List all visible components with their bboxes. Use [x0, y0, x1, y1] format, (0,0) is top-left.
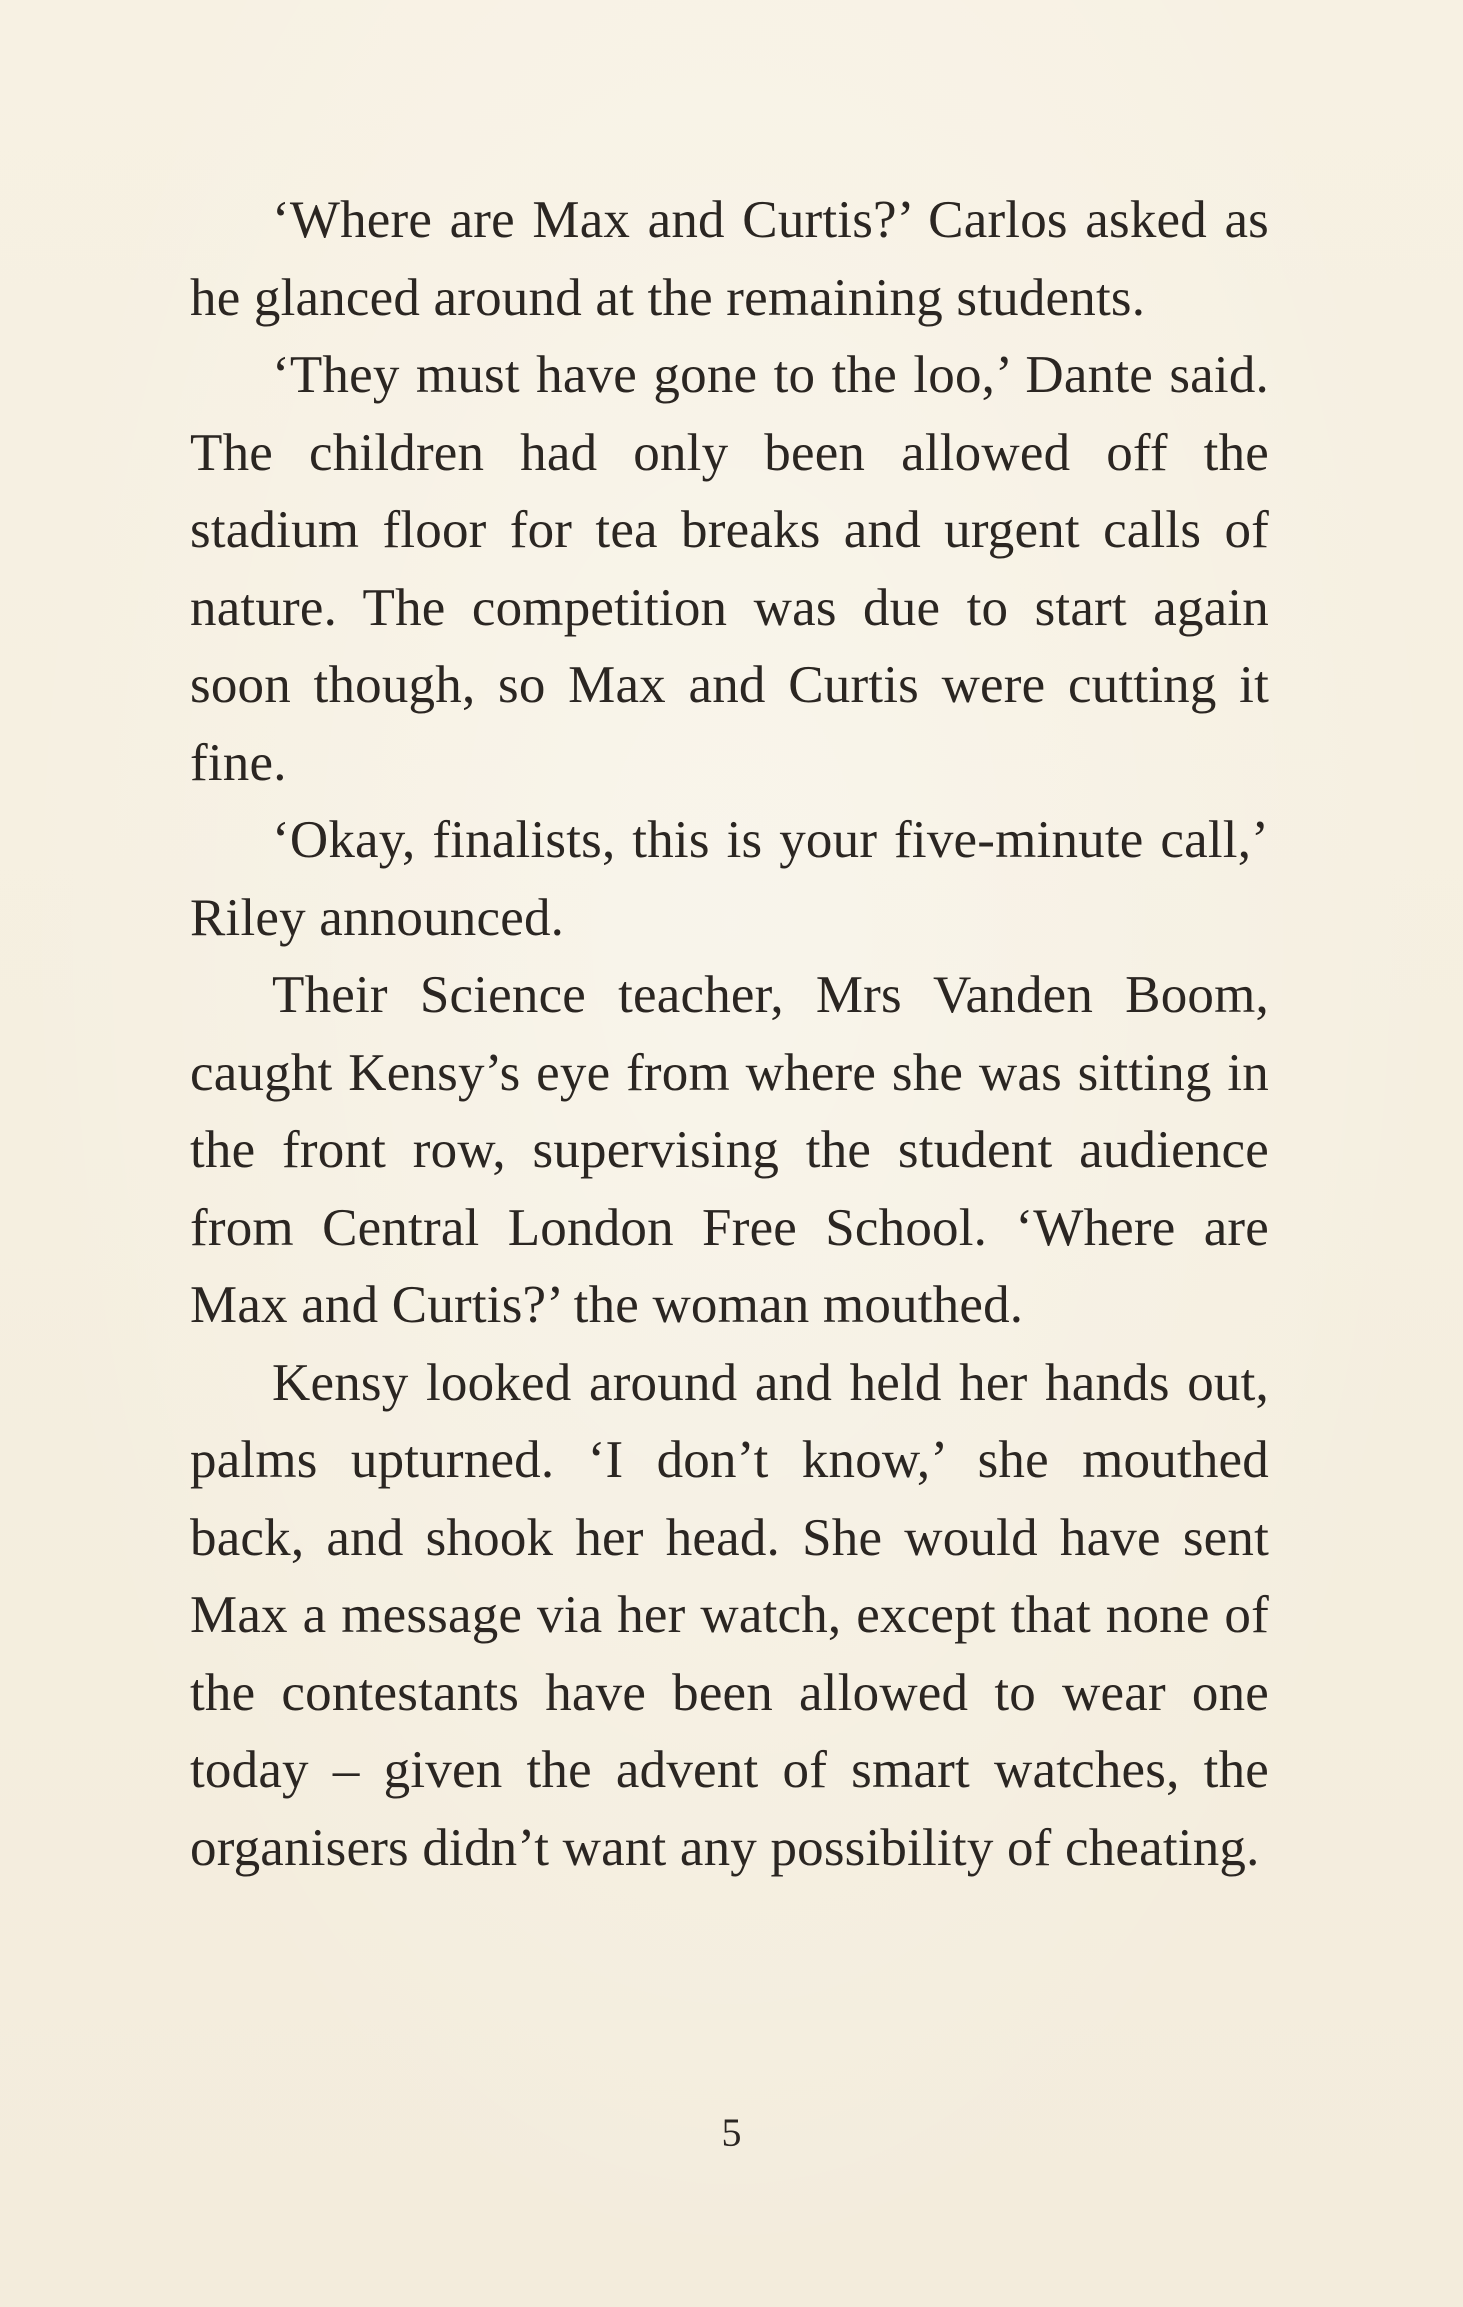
paragraph: ‘They must have gone to the loo,’ Dante said. The children had only been allowed off the stadium floor for tea breaks and urgent calls of nature. The competition was due to start again soon though, so Max and Curtis were cutting it fine. [190, 346, 1269, 792]
page-number: 5 [721, 2110, 742, 2155]
paragraph: ‘Where are Max and Curtis?’ Carlos asked as he glanced around at the remaining students. [190, 191, 1269, 327]
paragraph: Their Science teacher, Mrs Vanden Boom, caught Kensy’s eye from where she was sitting in the front row, supervising the student audience from Central London Free School. ‘Where are Max and Curtis?’ the woman mouthed. [190, 966, 1269, 1334]
paragraph: Kensy looked around and held her hands out, palms upturned. ‘I don’t know,’ she mouthed back, and shook her head. She would have sent Max a message via her watch, except that none of the contestants have been allowed to wear one today – given the advent of smart watches, the organisers didn’t want any possibility of cheating. [190, 1353, 1269, 1877]
body-text [190, 182, 1269, 1887]
paragraph: ‘Okay, finalists, this is your five-minute call,’ Riley announced. [190, 811, 1269, 947]
